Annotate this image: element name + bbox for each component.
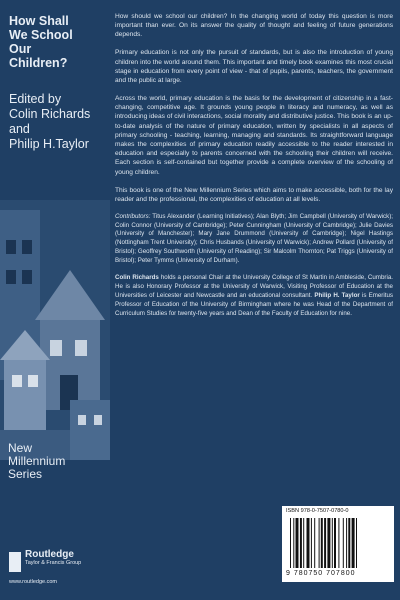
barcode-bar [311,518,312,568]
editor-line: Edited by [9,92,62,106]
contributors-list: Titus Alexander (Learning Initiatives); Alan Blyth; Jim Campbell (University of Warwick); Colin Connor (University of Cambridge); Peter Cunningham (University of Cambridge); Julie Davies (University of Manchester); Mary Jane Drummond (University of Cambridge); Nigel Hastings (Nottingham Trent University); Chris Husbands (University of Warwick); Andrew Pollard (University of Bristol); Geoffrey Southworth (University of Reading); Sir Malcolm Thornton; Pat Triggs (University of Bristol); Peter Tymms (University of Durham). [115,212,394,264]
barcode-bar [338,518,339,568]
isbn-label: ISBN 978-0-7507-0780-0 [286,508,349,514]
barcode-bar [334,518,336,568]
title-line: We School [9,28,73,42]
editor-line: and [9,122,30,136]
barcode-bar [343,518,344,568]
barcode-bar [296,518,299,568]
barcode-bar [348,518,350,568]
bio-text: is Emeritus Professor of Education of the University of Birmingham where he was Head of the Department of Curriculum Studies for twenty-five years and Dean of the Faculty of Education for nine. [115,292,393,317]
barcode-bar [303,518,304,568]
barcode-bar [293,518,294,568]
barcode-bar [327,518,330,568]
book-title [9,14,109,70]
bio-name: Colin Richards [115,274,159,282]
title-line: Our [9,42,32,56]
barcode-bar [332,518,333,568]
title-line: Children? [9,56,68,70]
publisher-name: Routledge [25,549,74,560]
barcode-bar [307,518,310,568]
title-line: How Shall [9,14,69,28]
barcode-bar [300,518,302,568]
series-line: New [8,441,33,455]
barcode-bar [356,518,357,568]
bio-name: Philip H. Taylor [314,292,360,300]
editors [9,92,109,152]
blurb-paragraph: Across the world, primary education is the basis for the development of citizenship in a fast-changing, competitive age. It grounds young people in literacy and numeracy, as well as introducing ideas of civil interactions, social morality and distributive justice. This book is an up-to-date analysis of the nature of primary education, written by specialists in all aspects of primary schooling - teaching, learning, managing and standards. Its straightforward language makes the complexities of primary education readily accessible to the reader interested in education and especially to parents concerned with the schooling their children will receive. Each section is self-contained but together provide a complete overview of the schooling of young children. [115,95,393,176]
cover-artwork-illustration [0,200,110,540]
contributors-label: Contributors: [115,212,151,220]
series-line: Millennium [8,454,66,468]
barcode-bars [288,518,388,568]
series-line: Series [8,467,43,481]
barcode-bar [290,518,291,568]
blurb-column [115,12,393,327]
barcode-bar [346,518,347,568]
isbn-barcode [282,506,394,582]
barcode-bar [324,518,326,568]
publisher [25,549,81,567]
bio-text: holds a personal Chair at the University College of St Martin in Ambleside, Cumbria. He is also Honorary Professor at the University of Warwick, Visiting Professor of Education at the Universities of Leicester and Newcastle and an educational consultant. [115,274,393,300]
barcode-bar [321,518,323,568]
contributors [115,213,393,266]
barcode-bar [314,518,315,568]
publisher-group: Taylor & Francis Group [25,560,82,566]
blurb-paragraph: How should we school our children? In the changing world of today this question is more important than ever. On its answer the quality of thought and feeling of future generations depends. [115,13,393,39]
blurb-paragraph: This book is one of the New Millennium Series which aims to make accessible, both for the lay reader and the professional, the complexities of education at all levels. [115,186,393,203]
barcode-bar [352,518,355,568]
blurb-paragraph: Primary education is not only the pursuit of standards, but is also the introduction of young children into the world around them. This important and timely book examines this most crucial stage in education from every point of view - that of pupils, parents, teachers, the government and the public at large. [115,49,393,85]
routledge-logo-icon [9,552,21,572]
publisher-url: www.routledge.com [9,579,57,585]
editor-line: Colin Richards [9,107,91,121]
barcode-digits: 9 780750 707800 [286,570,356,577]
series-name [8,442,65,481]
editor-line: Philip H.Taylor [9,137,89,151]
left-column [0,0,110,600]
author-bios [115,274,393,318]
barcode-bar [319,518,320,568]
